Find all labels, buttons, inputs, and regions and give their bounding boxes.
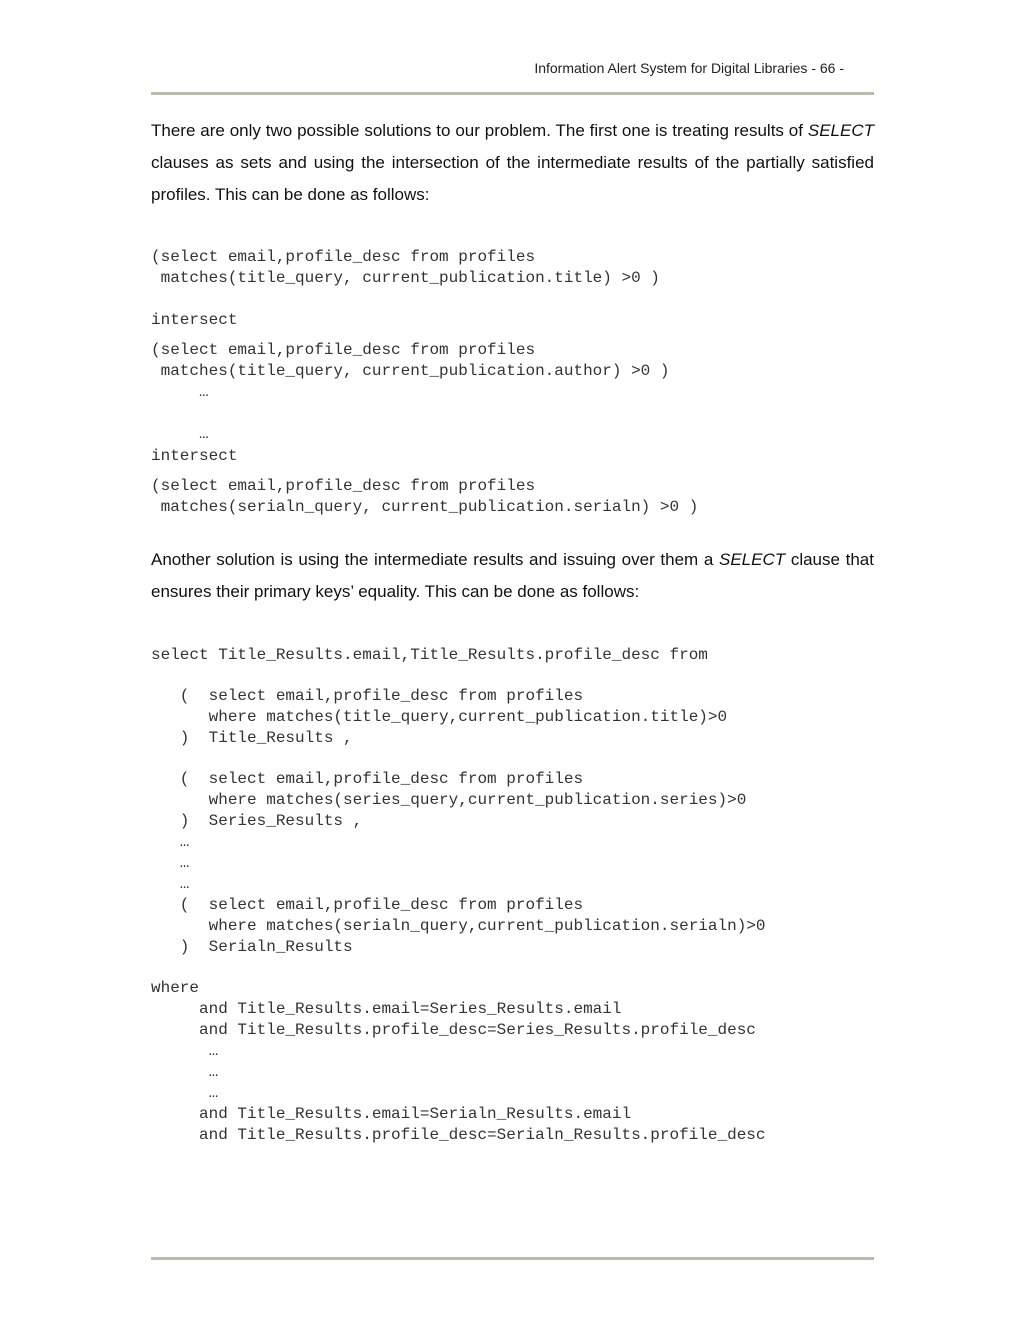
code-intersect-2: intersect: [151, 447, 238, 465]
header-rule: [151, 92, 874, 95]
paragraph-intro: [151, 115, 874, 211]
code-select-serialn: (select email,profile_desc from profiles matches(serialn_query, current_publication.serialn) >0 ): [151, 477, 699, 516]
code-select-title: (select email,profile_desc from profiles matches(title_query, current_publication.title) >0 ): [151, 248, 660, 287]
running-header: Information Alert System for Digital Libraries - 66 -: [534, 60, 844, 76]
paragraph-intro-text-1: There are only two possible solutions to our problem. The first one is treating results of: [151, 121, 808, 140]
paragraph-second-text-2: clause that ensures their primary keys’ equality. This can be done as follows:: [151, 550, 874, 601]
code-subquery-series-serialn: ( select email,profile_desc from profiles where matches(series_query,current_publication.series)>0 ) Series_Results , … … … ( select email,profile_desc from profiles where matches(serialn_query,current_publication.serialn)>0 ) Serialn_Results: [179, 770, 766, 956]
paragraph-second-solution: [151, 544, 874, 608]
code-select-author: (select email,profile_desc from profiles matches(title_query, current_publication.author) >0 ) … …: [151, 341, 670, 443]
select-keyword: SELECT: [807, 121, 874, 140]
code-intersect-1: intersect: [151, 311, 238, 329]
code-subquery-title: ( select email,profile_desc from profiles where matches(title_query,current_publication.title)>0 ) Title_Results ,: [179, 687, 728, 747]
paragraph-intro-text-2: clauses as sets and using the intersection of the intermediate results of the partially satisfied profiles. This can be done as follows:: [151, 153, 874, 204]
code-where-clause: where and Title_Results.email=Series_Results.email and Title_Results.profile_desc=Series_Results.profile_desc … … … and Title_Results.email=Serialn_Results.email and Title_Results.profile_desc=Serialn_Results.profile_desc: [151, 979, 766, 1144]
code-select-line: select Title_Results.email,Title_Results.profile_desc from: [151, 646, 708, 664]
footer-rule: [151, 1257, 874, 1260]
select-keyword-2: SELECT: [719, 550, 786, 569]
paragraph-second-text-1: Another solution is using the intermediate results and issuing over them a: [151, 550, 719, 569]
